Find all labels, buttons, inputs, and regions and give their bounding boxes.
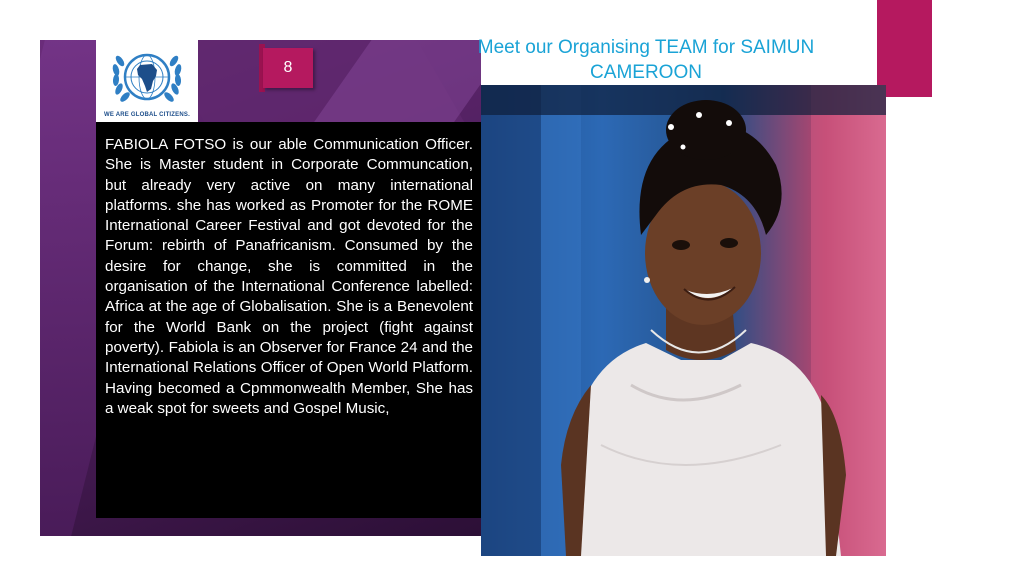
accent-bar: [877, 0, 932, 97]
slide-title: Meet our Organising TEAM for SAIMUN CAMEROON: [477, 37, 815, 83]
portrait-illustration: [481, 85, 886, 556]
bio-text-box: [96, 122, 481, 518]
globe-laurel-icon: [104, 43, 190, 111]
bio-text: FABIOLA FOTSO is our able Communication Officer. She is Master student in Corporate Communcation, but already very active on many international platforms. she has worked as Promoter for the ROME International Career Festival and got devoted for the Forum: rebirth of Panafricanism. Consumed by the desire for change, she is committed in the organisation of the International Conference labelled: Africa at the age of Globalisation. She is a Benevolent for the World Bank on the project (fight against poverty). Fabiola is an Observer for France 24 and the International Relations Officer of Open World Platform. Having becomed a Cpmmonwealth Member, She has a weak spot for sweets and Gospel Music,: [105, 136, 473, 417]
logo-caption: WE ARE GLOBAL CITIZENS.: [104, 112, 190, 118]
slide-number: 8: [283, 59, 293, 76]
slide-number-badge: [259, 44, 313, 88]
portrait-photo: [481, 85, 886, 556]
organisation-logo: [96, 40, 198, 122]
